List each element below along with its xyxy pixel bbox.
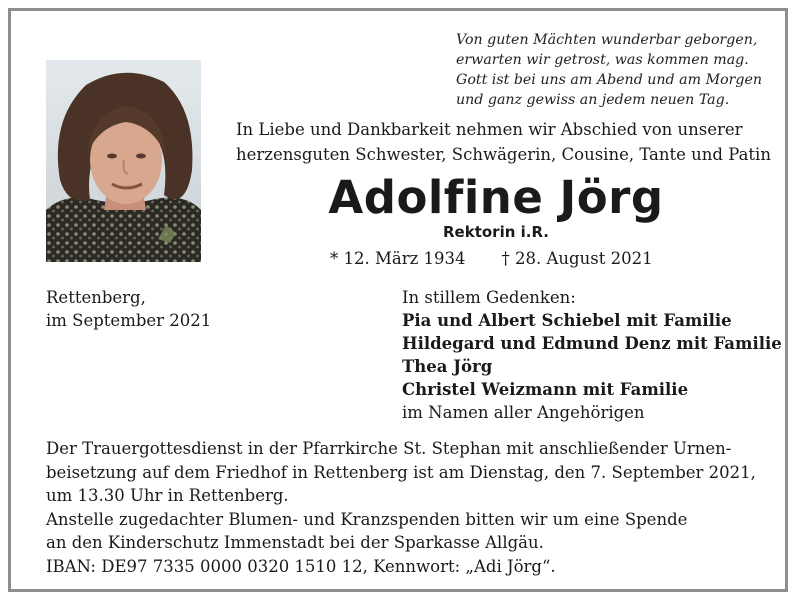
life-dates (330, 247, 653, 271)
portrait-illustration (46, 60, 201, 262)
deceased-title: Rektorin i.R. (443, 223, 549, 241)
poem-line: und ganz gewiss an jedem neuen Tag. (456, 92, 730, 108)
mourners-heading: In stillem Gedenken: (402, 288, 576, 307)
death-date: † 28. August 2021 (501, 249, 653, 268)
intro-line: herzensguten Schwester, Schwägerin, Cousine, Tante und Patin (236, 144, 771, 164)
poem (456, 30, 776, 110)
mourner-name: Pia und Albert Schiebel mit Familie (402, 311, 732, 330)
service-line: Anstelle zugedachter Blumen- und Kranzspenden bitten wir um eine Spende (46, 509, 688, 529)
service-info (46, 437, 776, 578)
mourners-closing: im Namen aller Angehörigen (402, 403, 645, 422)
service-line: Der Trauergottesdienst in der Pfarrkirche St. Stephan mit anschließender Urnen- (46, 439, 732, 458)
poem-line: Gott ist bei uns am Abend und am Morgen (456, 72, 763, 88)
birth-date: * 12. März 1934 (330, 249, 466, 268)
poem-line: Von guten Mächten wunderbar geborgen, (456, 32, 758, 48)
service-line: beisetzung auf dem Friedhof in Rettenberg ist am Dienstag, den 7. September 2021, (46, 462, 756, 482)
mourners-list (402, 286, 782, 424)
deceased-name: Adolfine Jörg (328, 171, 664, 224)
mourner-name: Thea Jörg (402, 357, 493, 376)
portrait-photo (46, 60, 201, 262)
service-line: um 13.30 Uhr in Rettenberg. (46, 486, 289, 505)
service-line: IBAN: DE97 7335 0000 0320 1510 12, Kennwort: „Adi Jörg“. (46, 556, 556, 576)
mourner-name: Christel Weizmann mit Familie (402, 380, 689, 399)
intro-text (236, 118, 776, 167)
poem-line: erwarten wir getrost, was kommen mag. (456, 52, 749, 68)
place-date (46, 286, 211, 332)
service-line: an den Kinderschutz Immenstadt bei der Sparkasse Allgäu. (46, 533, 544, 552)
place-line: im September 2021 (46, 311, 212, 330)
intro-line: In Liebe und Dankbarkeit nehmen wir Abschied von unserer (236, 120, 743, 139)
mourner-name: Hildegard und Edmund Denz mit Familie (402, 334, 782, 353)
place-line: Rettenberg, (46, 288, 146, 307)
